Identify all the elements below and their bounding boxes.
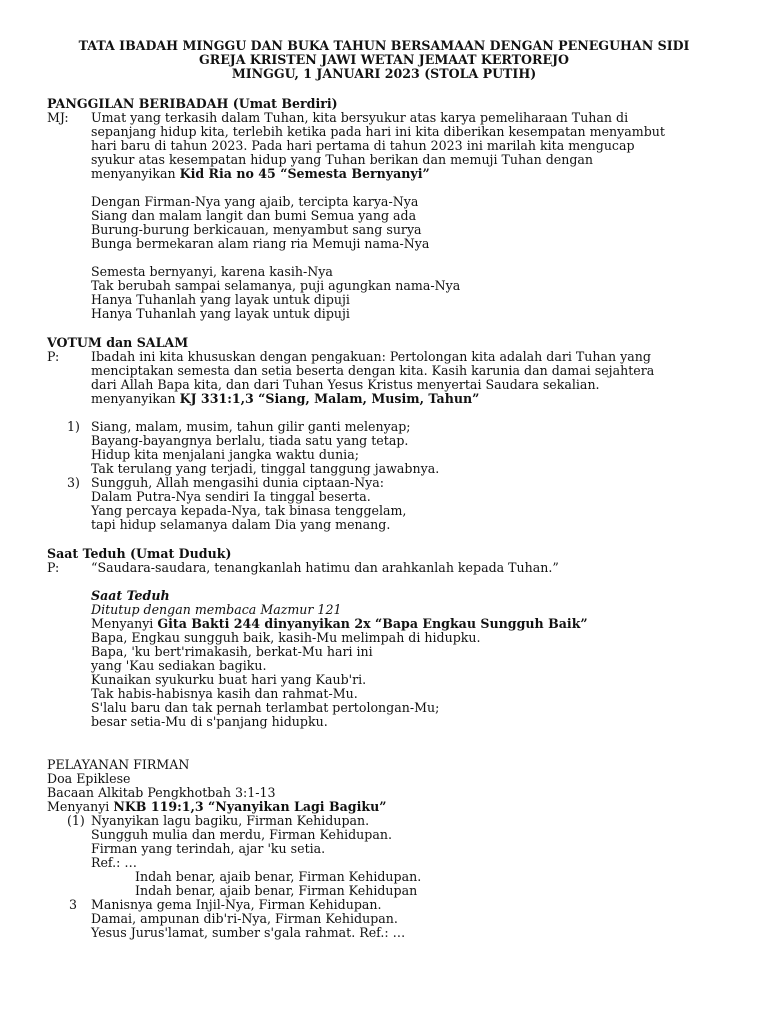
lyric-line: Sungguh, Allah mengasihi dunia ciptaan-Nya:	[91, 475, 384, 490]
paragraph-line: dari Allah Bapa kita, dan dari Tuhan Yesus Kristus menyertai Saudara sekalian.	[91, 377, 600, 392]
paragraph-line: “Saudara-saudara, tenangkanlah hatimu dan arahkanlah kepada Tuhan.”	[91, 560, 559, 575]
lyric-line: Sungguh mulia dan merdu, Firman Kehidupan.	[91, 827, 392, 842]
song-title: KJ 331:1,3 “Siang, Malam, Musim, Tahun”	[179, 391, 480, 406]
stanza-number: 1)	[67, 419, 80, 434]
bible-reading: Bacaan Alkitab Pengkhotbah 3:1-13	[47, 785, 276, 800]
lyric-line: Tak terulang yang terjadi, tinggal tanggung jawabnya.	[91, 461, 440, 476]
refrain-marker: Ref.: …	[91, 855, 137, 870]
lyric-line: Damai, ampunan dib'ri-Nya, Firman Kehidupan.	[91, 911, 398, 926]
document-title-line-1: TATA IBADAH MINGGU DAN BUKA TAHUN BERSAMAAN DENGAN PENEGUHAN SIDI	[78, 38, 690, 53]
subheading-saat-teduh: Saat Teduh	[91, 588, 170, 603]
song-title: NKB 119:1,3 “Nyanyikan Lagi Bagiku”	[113, 799, 387, 814]
section-heading-panggilan: PANGGILAN BERIBADAH (Umat Berdiri)	[47, 96, 338, 111]
section-heading-firman: PELAYANAN FIRMAN	[47, 757, 190, 772]
refrain-line: Indah benar, ajaib benar, Firman Kehidupan.	[135, 869, 422, 884]
lyric-line: Siang, malam, musim, tahun gilir ganti melenyap;	[91, 419, 411, 434]
stanza-number: (1)	[67, 813, 85, 828]
doa-epiklese: Doa Epiklese	[47, 771, 131, 786]
lyric-line: Bapa, Engkau sungguh baik, kasih-Mu melimpah di hidupku.	[91, 630, 481, 645]
lyric-line: Hanya Tuhanlah yang layak untuk dipuji	[91, 306, 350, 321]
paragraph-line: sepanjang hidup kita, terlebih ketika pada hari ini kita diberikan kesempatan menyambut	[91, 124, 665, 139]
lyric-line: tapi hidup selamanya dalam Dia yang menang.	[91, 517, 391, 532]
section-heading-saat-teduh: Saat Teduh (Umat Duduk)	[47, 546, 232, 561]
lyric-line: Hanya Tuhanlah yang layak untuk dipuji	[91, 292, 350, 307]
lyric-line: Tak habis-habisnya kasih dan rahmat-Mu.	[91, 686, 358, 701]
closing-note: Ditutup dengan membaca Mazmur 121	[91, 602, 342, 617]
song-title: Gita Bakti 244 dinyanyikan 2x “Bapa Engkau Sungguh Baik”	[157, 616, 588, 631]
refrain-line: Indah benar, ajaib benar, Firman Kehidupan	[135, 883, 418, 898]
speaker-label: P:	[47, 349, 60, 364]
lyric-line: S'lalu baru dan tak pernah terlambat pertolongan-Mu;	[91, 700, 440, 715]
lyric-line: Yang percaya kepada-Nya, tak binasa tenggelam,	[91, 503, 407, 518]
lyric-line: Burung-burung berkicauan, menyambut sang surya	[91, 222, 422, 237]
document-title-line-2: GREJA KRISTEN JAWI WETAN JEMAAT KERTOREJO	[198, 52, 570, 67]
lyric-line: Firman yang terindah, ajar 'ku setia.	[91, 841, 326, 856]
song-title: Kid Ria no 45 “Semesta Bernyanyi”	[179, 166, 430, 181]
paragraph-line: Ibadah ini kita khususkan dengan pengakuan: Pertolongan kita adalah dari Tuhan yang	[91, 349, 651, 364]
song-announcement: menyanyikan KJ 331:1,3 “Siang, Malam, Musim, Tahun”	[91, 391, 480, 406]
lyric-line: besar setia-Mu di s'panjang hidupku.	[91, 714, 328, 729]
paragraph-line: Umat yang terkasih dalam Tuhan, kita bersyukur atas karya pemeliharaan Tuhan di	[91, 110, 629, 125]
lyric-line: Yesus Jurus'lamat, sumber s'gala rahmat. Ref.: …	[91, 925, 406, 940]
song-announcement: menyanyikan Kid Ria no 45 “Semesta Bernyanyi”	[91, 166, 430, 181]
stanza-number: 3)	[67, 475, 80, 490]
paragraph-line: menciptakan semesta dan setia beserta dengan kita. Kasih karunia dan damai sejahtera	[91, 363, 655, 378]
lyric-line: Hidup kita menjalani jangka waktu dunia;	[91, 447, 359, 462]
speaker-label: P:	[47, 560, 60, 575]
document-title-line-3: MINGGU, 1 JANUARI 2023 (STOLA PUTIH)	[231, 66, 537, 81]
lyric-line: yang 'Kau sediakan bagiku.	[91, 658, 267, 673]
lyric-line: Manisnya gema Injil-Nya, Firman Kehidupan.	[91, 897, 382, 912]
lyric-line: Bapa, 'ku bert'rimakasih, berkat-Mu hari ini	[91, 644, 373, 659]
lyric-line: Dalam Putra-Nya sendiri Ia tinggal beserta.	[91, 489, 371, 504]
lyric-line: Tak berubah sampai selamanya, puji agungkan nama-Nya	[91, 278, 461, 293]
lyric-line: Semesta bernyanyi, karena kasih-Nya	[91, 264, 333, 279]
lyric-line: Nyanyikan lagu bagiku, Firman Kehidupan.	[91, 813, 370, 828]
section-heading-votum: VOTUM dan SALAM	[47, 335, 189, 350]
lyric-line: Bayang-bayangnya berlalu, tiada satu yang tetap.	[91, 433, 409, 448]
song-announcement: Menyanyi Gita Bakti 244 dinyanyikan 2x “Bapa Engkau Sungguh Baik”	[91, 616, 588, 631]
speaker-label: MJ:	[47, 110, 69, 125]
paragraph-line: syukur atas kesempatan hidup yang Tuhan berikan dan memuji Tuhan dengan	[91, 152, 594, 167]
lyric-line: Bunga bermekaran alam riang ria Memuji nama-Nya	[91, 236, 430, 251]
paragraph-line: hari baru di tahun 2023. Pada hari pertama di tahun 2023 ini marilah kita mengucap	[91, 138, 635, 153]
lyric-line: Siang dan malam langit dan bumi Semua yang ada	[91, 208, 417, 223]
stanza-number: 3	[69, 897, 78, 912]
lyric-line: Kunaikan syukurku buat hari yang Kaub'ri.	[91, 672, 367, 687]
song-announcement: Menyanyi NKB 119:1,3 “Nyanyikan Lagi Bagiku”	[47, 799, 387, 814]
lyric-line: Dengan Firman-Nya yang ajaib, tercipta karya-Nya	[91, 194, 419, 209]
